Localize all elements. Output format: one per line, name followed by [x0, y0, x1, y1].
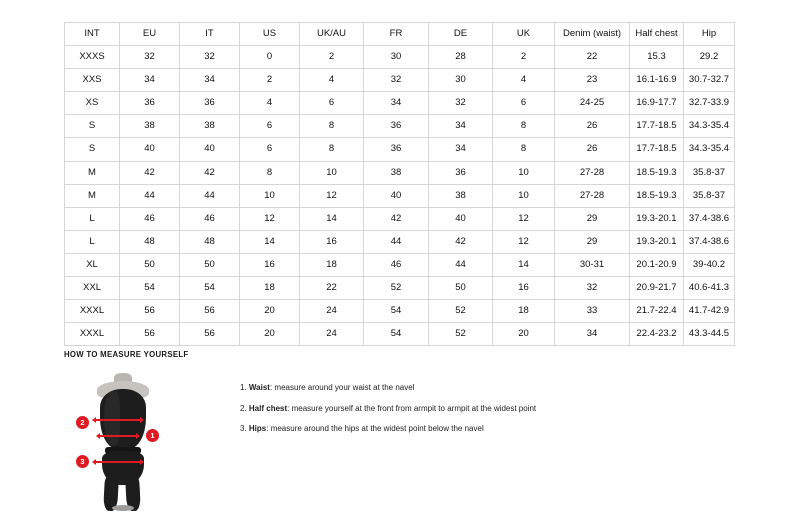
table-cell: 2 — [300, 46, 364, 69]
table-cell: 24 — [300, 323, 364, 346]
table-cell: 17.7-18.5 — [630, 138, 684, 161]
table-cell: 36 — [364, 115, 429, 138]
table-cell: XL — [65, 253, 120, 276]
table-cell: M — [65, 184, 120, 207]
table-cell: 10 — [240, 184, 300, 207]
measure-note-number: 1. — [240, 383, 247, 392]
table-cell: 18 — [493, 300, 555, 323]
table-cell: 42 — [429, 230, 493, 253]
table-header-cell-0: INT — [65, 23, 120, 46]
measure-notes-list — [240, 383, 734, 445]
table-cell: 32 — [120, 46, 180, 69]
table-cell: 26 — [555, 115, 630, 138]
measure-note — [240, 404, 734, 414]
table-cell: 22 — [300, 277, 364, 300]
table-cell: 19.3-20.1 — [630, 230, 684, 253]
table-cell: 40 — [364, 184, 429, 207]
table-cell: 46 — [120, 207, 180, 230]
table-cell: 36 — [180, 92, 240, 115]
table-cell: S — [65, 138, 120, 161]
table-header-cell-1: EU — [120, 23, 180, 46]
table-header-cell-10: Hip — [684, 23, 735, 46]
table-cell: 48 — [180, 230, 240, 253]
table-cell: 56 — [120, 300, 180, 323]
table-cell: 44 — [364, 230, 429, 253]
table-cell: 8 — [300, 115, 364, 138]
table-cell: 16.1-16.9 — [630, 69, 684, 92]
waist-measure-arrow-icon — [100, 435, 136, 437]
table-cell: 46 — [364, 253, 429, 276]
table-cell: 40 — [429, 207, 493, 230]
table-header-cell-2: IT — [180, 23, 240, 46]
table-cell: 4 — [240, 92, 300, 115]
table-cell: 16 — [300, 230, 364, 253]
measure-note-text: : measure yourself at the front from armpit to armpit at the widest point — [287, 403, 537, 413]
measure-note-term: Waist — [248, 383, 270, 392]
measure-note — [240, 383, 734, 393]
table-cell: 42 — [120, 161, 180, 184]
table-row — [65, 253, 735, 276]
size-chart-table — [64, 22, 735, 346]
table-cell: 12 — [493, 230, 555, 253]
table-cell: 20.9-21.7 — [630, 277, 684, 300]
table-cell: 22.4-23.2 — [630, 323, 684, 346]
table-row — [65, 69, 735, 92]
table-cell: 30.7-32.7 — [684, 69, 735, 92]
table-cell: 12 — [300, 184, 364, 207]
table-cell: 4 — [300, 69, 364, 92]
table-cell: 15.3 — [630, 46, 684, 69]
table-cell: 22 — [555, 46, 630, 69]
table-cell: 24 — [300, 300, 364, 323]
table-cell: 27-28 — [555, 184, 630, 207]
measure-note-term: Hips — [248, 424, 267, 434]
table-cell: 2 — [493, 46, 555, 69]
table-cell: 8 — [300, 138, 364, 161]
table-cell: 14 — [300, 207, 364, 230]
table-cell: 50 — [180, 253, 240, 276]
badge-hips: 3 — [76, 455, 89, 468]
table-header-cell-9: Half chest — [630, 23, 684, 46]
table-cell: 52 — [429, 323, 493, 346]
table-row — [65, 161, 735, 184]
how-to-measure-body — [64, 373, 734, 513]
mannequin-stand — [112, 505, 134, 511]
table-header-cell-4: UK/AU — [300, 23, 364, 46]
table-cell: 27-28 — [555, 161, 630, 184]
table-cell: 36 — [429, 161, 493, 184]
table-cell: 48 — [120, 230, 180, 253]
table-row — [65, 207, 735, 230]
table-cell: L — [65, 207, 120, 230]
table-cell: 35.8-37 — [684, 184, 735, 207]
table-cell: 18.5-19.3 — [630, 161, 684, 184]
table-cell: XXXL — [65, 300, 120, 323]
table-cell: 29 — [555, 207, 630, 230]
table-cell: 54 — [180, 277, 240, 300]
table-header-row — [65, 23, 735, 46]
table-cell: 20 — [493, 323, 555, 346]
table-cell: XXL — [65, 277, 120, 300]
table-cell: 38 — [364, 161, 429, 184]
table-cell: 34.3-35.4 — [684, 138, 735, 161]
measure-note-text: : measure around your waist at the navel — [269, 383, 415, 392]
table-cell: 10 — [493, 184, 555, 207]
table-cell: 24-25 — [555, 92, 630, 115]
table-cell: 32 — [364, 69, 429, 92]
table-cell: 36 — [364, 138, 429, 161]
table-cell: 54 — [120, 277, 180, 300]
table-cell: 10 — [493, 161, 555, 184]
table-cell: 6 — [240, 115, 300, 138]
table-cell: 34 — [429, 115, 493, 138]
table-row — [65, 184, 735, 207]
table-cell: M — [65, 161, 120, 184]
table-row — [65, 323, 735, 346]
half-chest-measure-arrow-icon — [96, 419, 140, 421]
table-cell: 56 — [180, 323, 240, 346]
table-cell: XXXL — [65, 323, 120, 346]
how-to-measure-section — [64, 350, 734, 513]
table-cell: 8 — [493, 115, 555, 138]
table-cell: 18 — [240, 277, 300, 300]
table-cell: 23 — [555, 69, 630, 92]
table-cell: 4 — [493, 69, 555, 92]
measure-note-number: 3. — [240, 424, 247, 434]
size-chart-table-wrapper — [64, 22, 734, 346]
table-cell: 34.3-35.4 — [684, 115, 735, 138]
table-cell: 41.7-42.9 — [684, 300, 735, 323]
measure-note-term: Half chest — [248, 403, 288, 413]
table-cell: 34 — [555, 323, 630, 346]
table-cell: 10 — [300, 161, 364, 184]
table-cell: 37.4-38.6 — [684, 207, 735, 230]
table-cell: 34 — [364, 92, 429, 115]
table-cell: 32 — [180, 46, 240, 69]
table-header-cell-5: FR — [364, 23, 429, 46]
table-row — [65, 300, 735, 323]
table-cell: 12 — [493, 207, 555, 230]
mannequin-torso-shading — [104, 391, 120, 445]
table-cell: 8 — [493, 138, 555, 161]
table-cell: 50 — [429, 277, 493, 300]
table-cell: 34 — [429, 138, 493, 161]
table-cell: 16 — [493, 277, 555, 300]
table-cell: 42 — [364, 207, 429, 230]
table-cell: 29 — [555, 230, 630, 253]
table-cell: 52 — [364, 277, 429, 300]
table-cell: 44 — [180, 184, 240, 207]
table-cell: 28 — [429, 46, 493, 69]
table-cell: 40.6-41.3 — [684, 277, 735, 300]
mannequin-graphic — [90, 373, 156, 513]
table-header-cell-7: UK — [493, 23, 555, 46]
table-cell: 16 — [240, 253, 300, 276]
measure-note-number: 2. — [240, 403, 247, 413]
table-cell: 32.7-33.9 — [684, 92, 735, 115]
table-cell: 6 — [240, 138, 300, 161]
table-row — [65, 115, 735, 138]
table-cell: 40 — [180, 138, 240, 161]
table-cell: 6 — [300, 92, 364, 115]
table-cell: 34 — [180, 69, 240, 92]
table-cell: 32 — [429, 92, 493, 115]
table-cell: 14 — [493, 253, 555, 276]
table-cell: 38 — [429, 184, 493, 207]
table-cell: 43.3-44.5 — [684, 323, 735, 346]
table-cell: 30 — [364, 46, 429, 69]
table-cell: 34 — [120, 69, 180, 92]
table-cell: 38 — [180, 115, 240, 138]
table-cell: 40 — [120, 138, 180, 161]
table-header-cell-3: US — [240, 23, 300, 46]
table-cell: 38 — [120, 115, 180, 138]
table-row — [65, 230, 735, 253]
mannequin-figure — [64, 373, 184, 513]
table-cell: 30 — [429, 69, 493, 92]
table-cell: XXS — [65, 69, 120, 92]
table-cell: 52 — [429, 300, 493, 323]
badge-waist: 1 — [146, 429, 159, 442]
table-cell: 18.5-19.3 — [630, 184, 684, 207]
table-cell: 18 — [300, 253, 364, 276]
table-cell: 19.3-20.1 — [630, 207, 684, 230]
table-cell: 42 — [180, 161, 240, 184]
table-row — [65, 46, 735, 69]
table-cell: S — [65, 115, 120, 138]
table-cell: 33 — [555, 300, 630, 323]
table-cell: 21.7-22.4 — [630, 300, 684, 323]
table-header-cell-6: DE — [429, 23, 493, 46]
measure-note-text: : measure around the hips at the widest point below the navel — [266, 424, 484, 434]
table-cell: 54 — [364, 300, 429, 323]
table-cell: 35.8-37 — [684, 161, 735, 184]
table-cell: 17.7-18.5 — [630, 115, 684, 138]
table-cell: 29.2 — [684, 46, 735, 69]
table-cell: 46 — [180, 207, 240, 230]
table-cell: 30-31 — [555, 253, 630, 276]
table-cell: 39-40.2 — [684, 253, 735, 276]
table-cell: 56 — [180, 300, 240, 323]
table-cell: 2 — [240, 69, 300, 92]
how-to-measure-title: HOW TO MEASURE YOURSELF — [64, 350, 189, 359]
table-cell: 50 — [120, 253, 180, 276]
table-cell: 54 — [364, 323, 429, 346]
table-cell: 26 — [555, 138, 630, 161]
hip-measure-arrow-icon — [96, 461, 140, 463]
table-cell: XXXS — [65, 46, 120, 69]
table-cell: 44 — [120, 184, 180, 207]
table-cell: 20 — [240, 300, 300, 323]
table-cell: 16.9-17.7 — [630, 92, 684, 115]
table-cell: 8 — [240, 161, 300, 184]
table-cell: 20 — [240, 323, 300, 346]
table-row — [65, 92, 735, 115]
table-cell: 12 — [240, 207, 300, 230]
table-cell: 44 — [429, 253, 493, 276]
table-cell: 32 — [555, 277, 630, 300]
table-cell: 14 — [240, 230, 300, 253]
table-cell: 20.1-20.9 — [630, 253, 684, 276]
table-header-cell-8: Denim (waist) — [555, 23, 630, 46]
table-cell: 56 — [120, 323, 180, 346]
table-cell: 0 — [240, 46, 300, 69]
table-row — [65, 277, 735, 300]
table-cell: 36 — [120, 92, 180, 115]
measure-note — [240, 424, 734, 434]
table-cell: L — [65, 230, 120, 253]
table-cell: 6 — [493, 92, 555, 115]
table-row — [65, 138, 735, 161]
table-cell: XS — [65, 92, 120, 115]
badge-half-chest: 2 — [76, 416, 89, 429]
table-cell: 37.4-38.6 — [684, 230, 735, 253]
